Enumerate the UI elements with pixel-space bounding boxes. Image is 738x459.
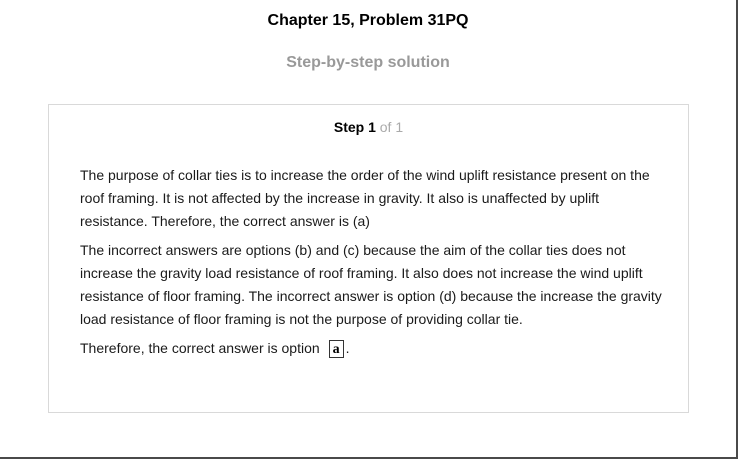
final-answer-prefix: Therefore, the correct answer is option: [80, 340, 320, 356]
solution-body: [80, 164, 665, 360]
solution-paragraph-1: The purpose of collar ties is to increase the order of the wind uplift resistance present on the roof framing. It is not affected by the increase in gravity. It also is unaffected by uplift resistance. Therefore, the correct answer is (a): [80, 167, 650, 229]
final-answer-line: [80, 337, 665, 360]
solution-subtitle: Step-by-step solution: [286, 54, 450, 71]
step-count: of 1: [379, 119, 404, 135]
solution-paragraph-2: The incorrect answers are options (b) and (c) because the aim of the collar ties does not increase the gravity load resistance of roof framing. It also does not increase the wind uplift resistance of floor framing. The incorrect answer is option (d) because the increase the gravity load resistance of floor framing is not the purpose of providing collar tie.: [80, 242, 662, 327]
final-answer-box: a: [329, 340, 344, 358]
solution-card: [48, 104, 689, 413]
step-header: [49, 119, 688, 135]
page-title: Chapter 15, Problem 31PQ: [267, 12, 469, 29]
final-answer-suffix: .: [345, 340, 350, 356]
step-label: Step 1: [333, 119, 376, 135]
